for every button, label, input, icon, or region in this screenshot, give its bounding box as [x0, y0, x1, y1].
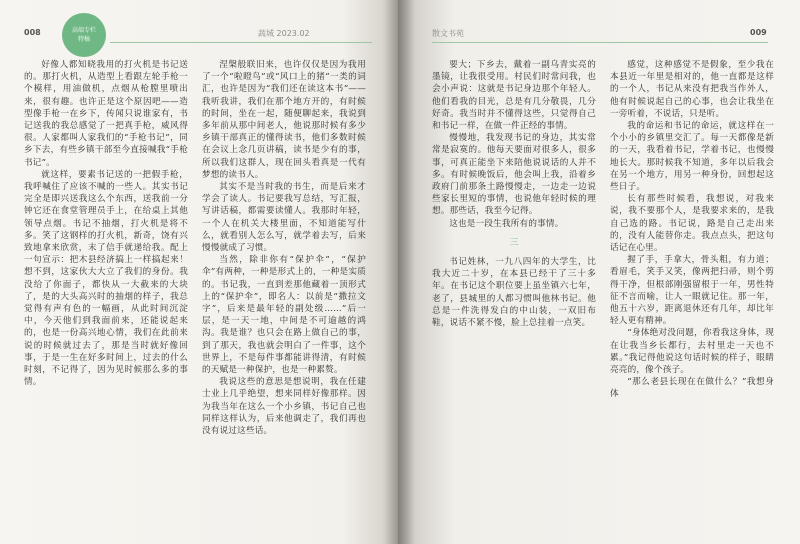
text-columns [432, 59, 774, 401]
text-column-left [24, 59, 188, 437]
paragraph: 其实不是当时我的书生，而是后来才学会了读人。书记要我写总结，写汇报，写讲话稿，都需要读懂人。我那时年轻，一个人在机关大楼里面，不知道能写什么，就看别人怎么写，就学着去写，后来慢慢就成了习惯。 [202, 182, 366, 254]
paragraph: 当然，除非你有“保护伞”，“保护伞”有两种，一种是形式上的，一种是实质的。书记我，一直到差那他藏着一顶形式上的“保护伞”，即名人：以前是“撒拉文字”，后来是最年轻的副处级……”后一层，是一天一地，中间是不可逾越的鸿沟。我是谁？也只会在路上做自己的事，到了那天，我也就会明白了一件事，这个世界上，不是每件事都能讲得清，有时候的天赋是一种保护，也是一种累赘。 [202, 255, 366, 376]
page-number: 008 [24, 28, 41, 37]
paragraph: 握了手，手拿大，骨头粗，有力道；看眉毛，笑手又笑，像两把扫帚，则个剪得干净，但根部刚强留根于一年，男性特征不言而喻，让人一眼就记住。那一年，他五十六岁，距离退休还有几年，却比年轻人更有精神。 [610, 255, 774, 327]
paragraph: 要大；下乡去，戴着一副乌青实亮的墨镜，让我很受用。村民们时常问我，也会小声说：这就是书记身边那个年轻人。他们看我的目光，总是有几分敬畏，几分好奇。我当时并不懂得这些，只觉得自己和书记一样，在做一件正经的事情。 [432, 60, 596, 132]
badge-line2: 特稿 [77, 36, 90, 43]
paragraph: “身体绝对没问题，你看我这身体，现在让我当乡长都行，去村里走一天也不累。”我记得他说这句话时候的样子，眼睛亮亮的，像个孩子。 [610, 328, 774, 376]
running-header: 散文书苑 [432, 29, 464, 38]
right-page [398, 0, 800, 544]
text-column-left [432, 59, 596, 401]
running-header: 蔬城 2023.02 [258, 29, 310, 38]
paragraph: 我的命运和书记的命运，就这样在一个小小的乡镇里交汇了。每一天都像是新的一天，我看着书记，学着书记，也慢慢地长大。那时候我不知道，多年以后我会在另一个地方，用另一种身份，回想起这些日子。 [610, 121, 774, 193]
paragraph: 感觉，这种感觉不是假象，至少我在本县近一年里是相对的，他一直都是这样的一个人，书记从来没有把我当作外人，他有时候说起自己的心事，也会让我坐在一旁听着，不说话，只是听。 [610, 60, 774, 119]
paragraph: 慢慢地，我发现书记的身边，其实常常是寂寞的。他每天要面对很多人，很多事，可真正能坐下来陪他说说话的人并不多。有时候晚饭后，他会叫上我，沿着乡政府门前那条土路慢慢走，一边走一边说些家长里短的事情，也说他年轻时候的理想。那些话，我至今记得。 [432, 133, 596, 217]
badge-line1: 高端专栏 [71, 27, 96, 34]
left-page [0, 0, 398, 544]
paragraph: 书记姓林，一九八四年的大学生，比我大近二十岁，在本县已经干了三十多年。在书记这个职位要上虽坐镇六七年，老了，县城里的人都习惯叫他林书记。他总是一件洗得发白的中山装，一双旧布鞋，说话不紧不慢，脸上总挂着一点笑。 [432, 257, 596, 329]
text-column-right [610, 59, 774, 401]
header-rule [432, 42, 768, 43]
page-number: 009 [750, 28, 767, 37]
text-columns [24, 59, 366, 437]
paragraph: 长有那些时候看，我想说，对我来说，我不要那个人，是我要求来的，是我自己选的路。书记说，路是自己走出来的，没有人能替你走。我点点头，把这句话记在心里。 [610, 194, 774, 254]
paragraph: 好像人都知晓我用的打火机是书记送的。那打火机，从造型上看跟左轮手枪一个模样，用油做机，点烟从枪膛里喷出来，很有趣。也许正是这个原因吧——造型像手枪一在乡下，传闻只说谁家有，书记送我的我总感觉了一把真手枪，威风得很。人家都叫人家我们的“手枪书记”，同乡下去，有些乡镇干部至今直接喊我“手枪书记”。 [24, 60, 188, 168]
paragraph: 就这样，要素书记送的一把假手枪，我呼喊住了应该不喊的一些人。其实书记完全是即兴送我这么个东西，送我前一分钟它还在食堂管理员手上，在给桌上其他领导点烟。书记不抽烟，打火机是将不多。笑了这钢样的打火机，新奇，饶有兴致地拿来欣赏，末了信手就递给我。配上一句宣示：把木县经济搞上一样搞起来！想不到，这家伙大大立了我们的身份。我没给了你面子，都快从一大截来的大块了，是的大头高兴时的抽烟的样子，我总觉得有声有色的一幅画，从此时间沉淀中，今天他们到我面前来，还能说起来的，也是一份高兴地心情，我们在此前来说的时候就过去了，那是当时就好像回事，于是一生在好多时间上，过去的什么时刻，不记得了，因为见时候那么多的事情。 [24, 169, 188, 388]
text-column-right [202, 59, 366, 437]
paragraph: “那么老县长现在在做什么？”我想身体 [610, 377, 774, 400]
paragraph: 这也是一段生我所有的事情。 [449, 218, 564, 229]
column-badge [62, 13, 106, 57]
section-number: 三 [509, 237, 519, 248]
header-rule [110, 42, 372, 43]
paragraph: 我说这些的意思是想说明，我在任建士业上几乎绝望，想来同样好像那样。因为我当年在这么一个小乡镇，书记自己也同样这样认为，后来他调走了，我们再也没有说过这些话。 [202, 377, 366, 437]
gutter-shadow [382, 0, 416, 544]
paragraph: 涅槃般联旧来，也许仅仅是因为我用了一个“啦瞪鸟”或“风口上的猪”一类的词汇，也许是因为“我们还在读这本书”——我听我讲，我们在那个地方开的，有时候的时间，坐在一起，随便聊起来，我说到多年前从那中间老人，他说那时候有多少乡镇干部真正的懂得读书，他们多数时候在会议上念几页讲稿，读书是少有的事，所以我们这群人，现在回头看真是一代有梦想的读书人。 [202, 60, 366, 180]
